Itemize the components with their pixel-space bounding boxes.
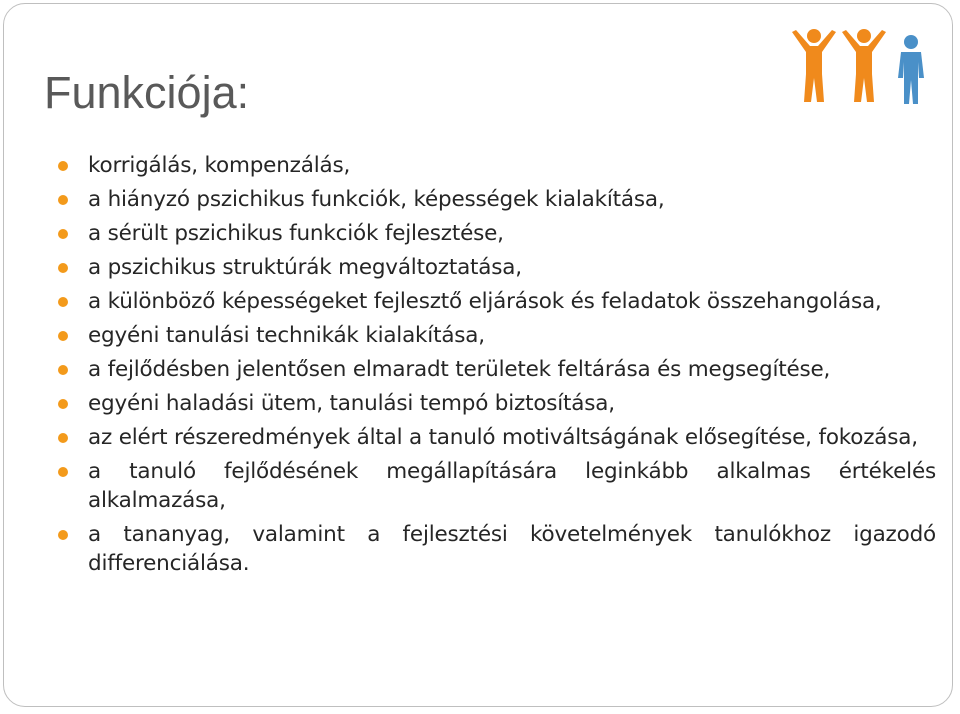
bullet-dot-icon <box>58 530 68 540</box>
bullet-text: a sérült pszichikus funkciók fejlesztése, <box>88 221 504 246</box>
bullet-text: az elért részeredmények által a tanuló motiváltságának elősegítése, fokozása, <box>88 425 918 450</box>
bullet-dot-icon <box>58 229 68 239</box>
bullet-item <box>58 423 936 452</box>
bullet-list <box>58 151 936 583</box>
bullet-dot-icon <box>58 331 68 341</box>
bullet-dot-icon <box>58 467 68 477</box>
person-figure-right <box>898 35 924 104</box>
bullet-text: a tanuló fejlődésének megállapítására leginkább alkalmas értékelés alkalmazása, <box>88 459 936 513</box>
bullet-item <box>58 287 936 316</box>
bullet-item <box>58 151 936 180</box>
person-figure-left <box>792 29 836 102</box>
bullet-item <box>58 219 936 248</box>
bullet-text: egyéni haladási ütem, tanulási tempó biztosítása, <box>88 391 615 416</box>
bullet-item <box>58 253 936 282</box>
bullet-item <box>58 389 936 418</box>
bullet-dot-icon <box>58 297 68 307</box>
slide-title: Funkciója: <box>44 67 250 118</box>
bullet-text: a különböző képességeket fejlesztő eljárások és feladatok összehangolása, <box>88 289 882 314</box>
bullet-item <box>58 355 936 384</box>
bullet-text: a hiányzó pszichikus funkciók, képességek kialakítása, <box>88 187 665 212</box>
bullet-item <box>58 185 936 214</box>
bullet-text: korrigálás, kompenzálás, <box>88 153 351 178</box>
bullet-item <box>58 321 936 350</box>
slide-frame <box>3 3 953 707</box>
bullet-text: egyéni tanulási technikák kialakítása, <box>88 323 485 348</box>
bullet-item <box>58 457 936 515</box>
bullet-dot-icon <box>58 365 68 375</box>
bullet-dot-icon <box>58 263 68 273</box>
bullet-text: a fejlődésben jelentősen elmaradt területek feltárása és megsegítése, <box>88 357 831 382</box>
bullet-dot-icon <box>58 433 68 443</box>
bullet-dot-icon <box>58 195 68 205</box>
bullet-text: a pszichikus struktúrák megváltoztatása, <box>88 255 522 280</box>
bullet-text: a tananyag, valamint a fejlesztési követelmények tanulókhoz igazodó differenciálása. <box>88 522 936 576</box>
bullet-dot-icon <box>58 399 68 409</box>
people-group-icon <box>786 22 936 108</box>
person-figure-middle <box>842 29 886 102</box>
bullet-item <box>58 520 936 578</box>
bullet-dot-icon <box>58 161 68 171</box>
